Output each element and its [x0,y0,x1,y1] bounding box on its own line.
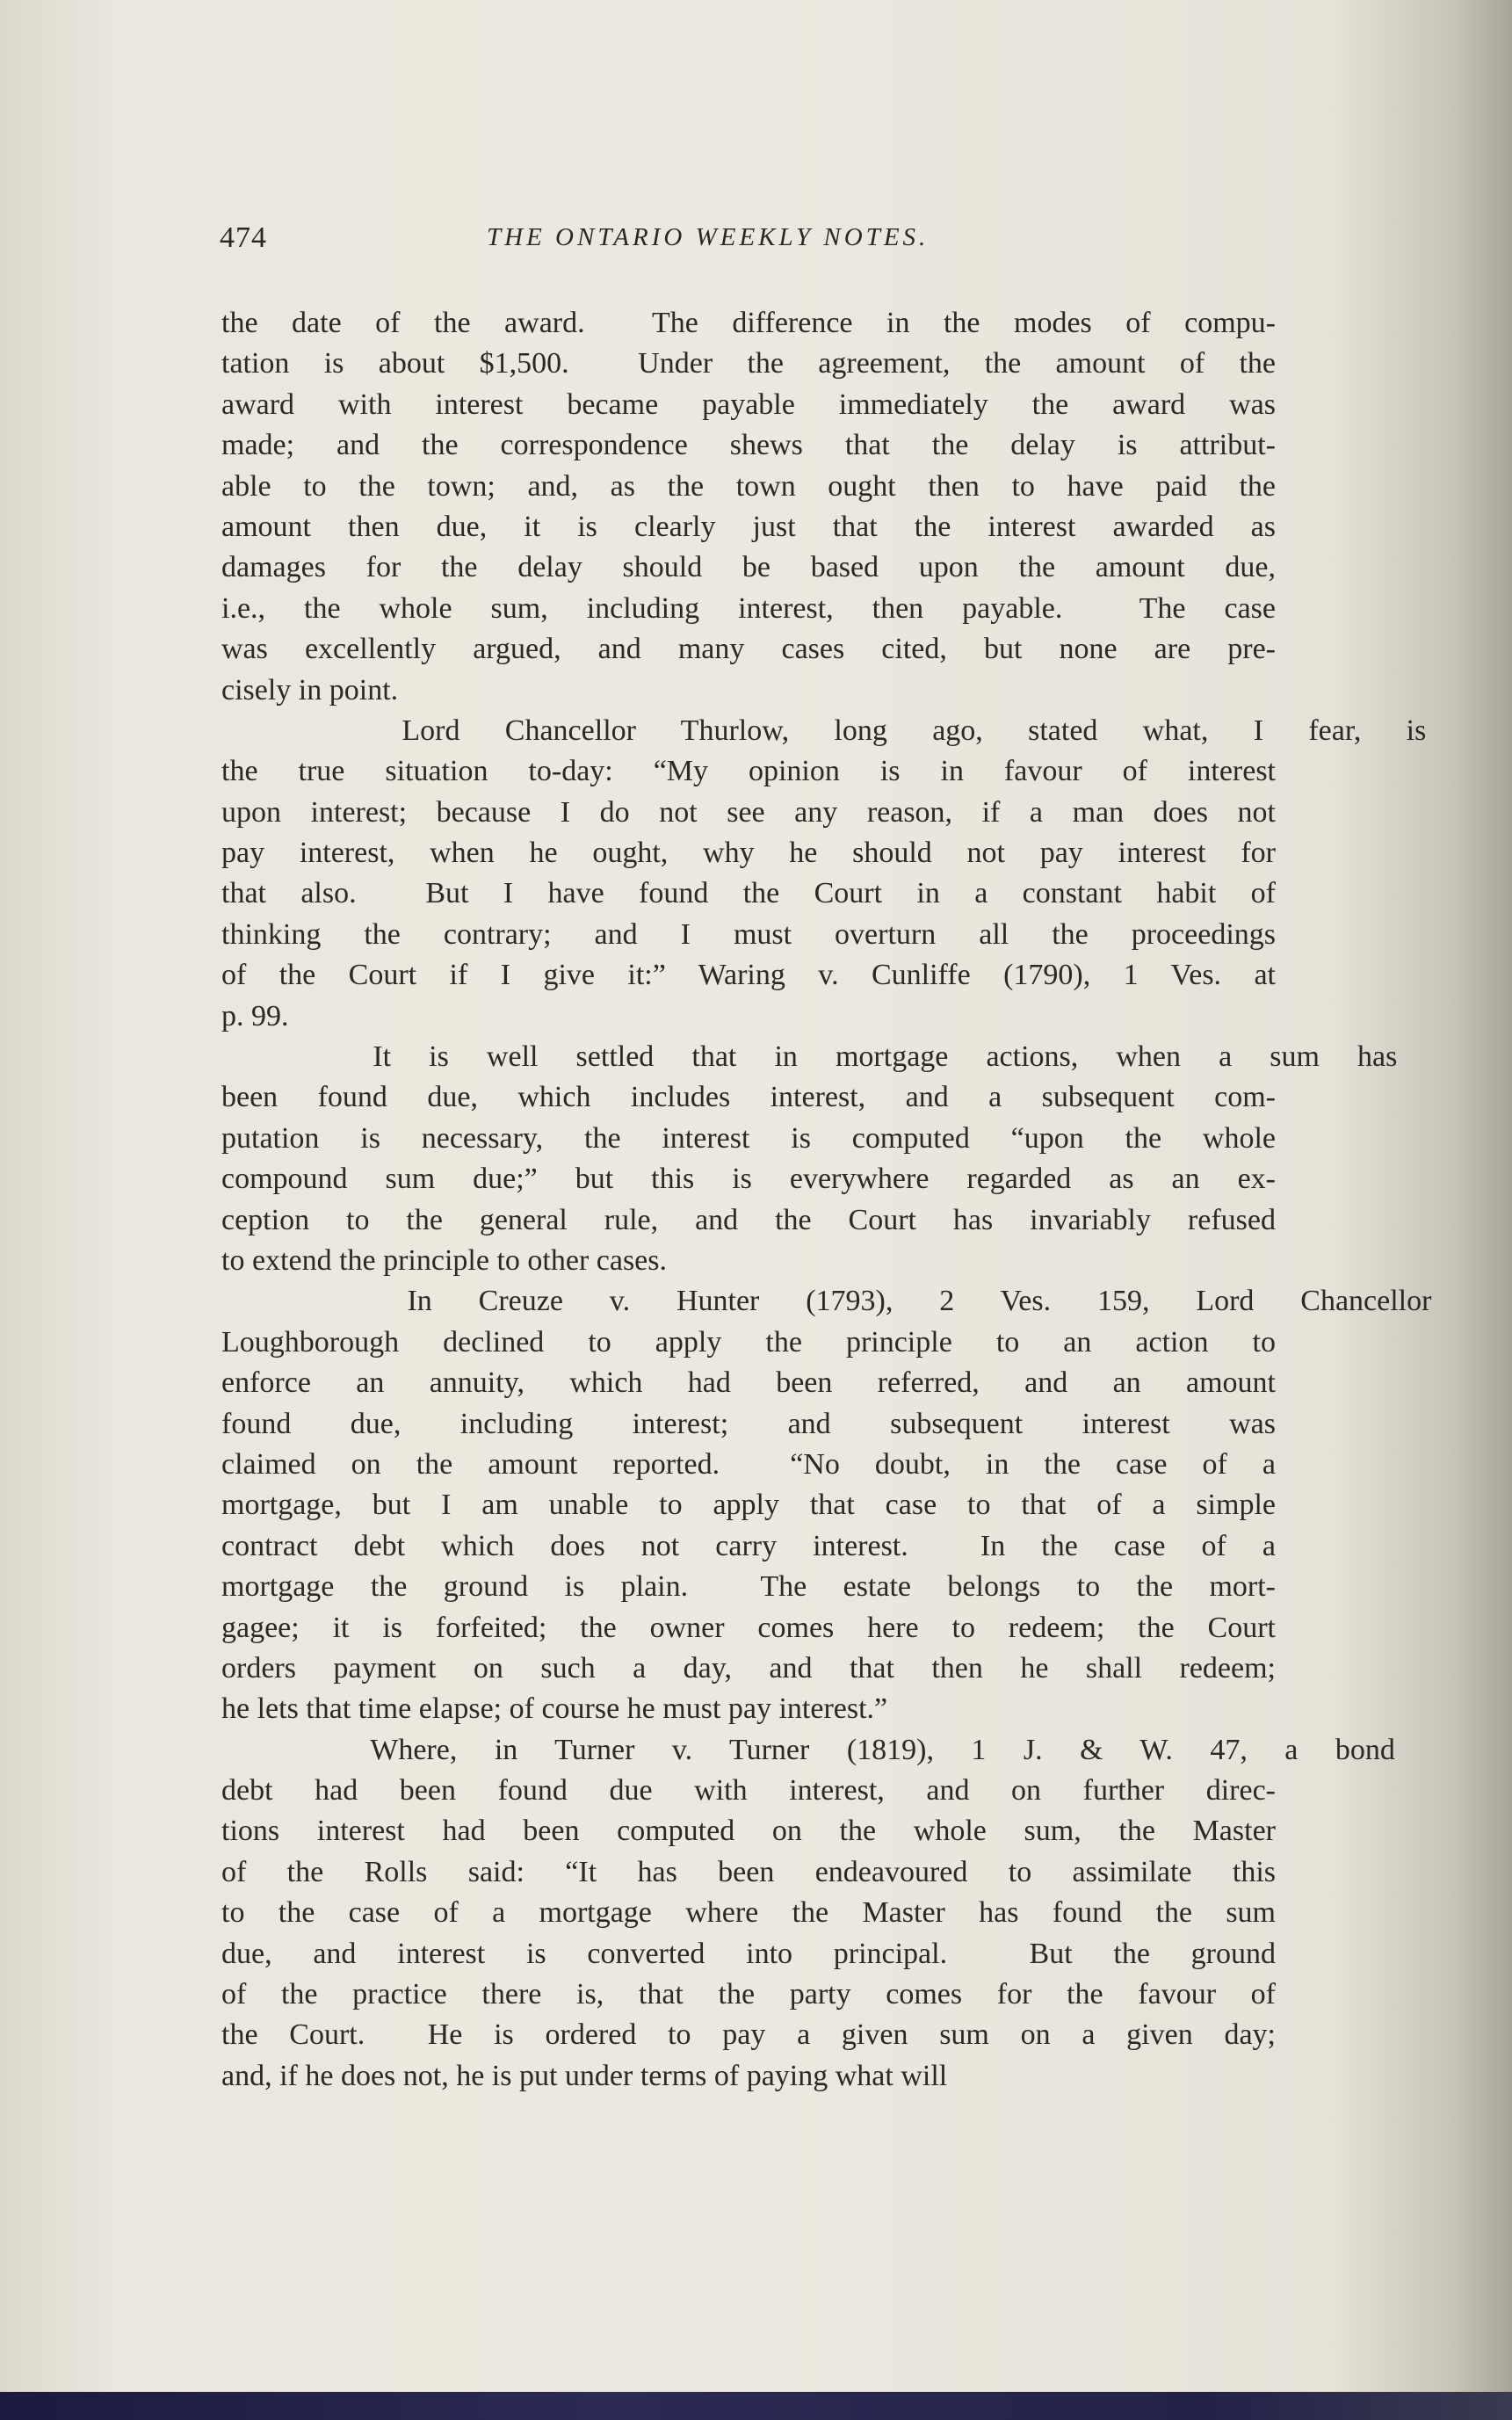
text-line: Loughborough declined to apply the principle to an action to [221,1325,1276,1359]
paragraph [221,1730,1395,2098]
text-line: claimed on the amount reported. “No doubt, in the case of a [221,1447,1276,1481]
text-line: the Court. He is ordered to pay a given sum on a given day; [221,2018,1276,2052]
text-line: been found due, which includes interest, and a subsequent com- [221,1081,1276,1114]
text-line: putation is necessary, the interest is computed “upon the whole [221,1121,1276,1155]
text-line: compound sum due;” but this is everywhere regarded as an ex- [221,1163,1276,1196]
text-line: mortgage the ground is plain. The estate belongs to the mort- [221,1570,1276,1604]
text-line: of the Rolls said: “It has been endeavoured to assimilate this [221,1855,1276,1888]
text-line: mortgage, but I am unable to apply that case to that of a simple [221,1489,1276,1522]
page-body [221,303,1432,2097]
text-line: of the practice there is, that the party comes for the favour of [221,1978,1276,2011]
text-line: debt had been found due with interest, and on further direc- [221,1774,1276,1808]
text-line: the date of the award. The difference in the modes of compu- [221,307,1276,339]
text-line: ception to the general rule, and the Court has invariably refused [221,1203,1276,1236]
text-line: Where, in Turner v. Turner (1819), 1 J. & W. 47, a bond [221,1733,1395,1766]
text-line: amount then due, it is clearly just that the interest awarded as [221,510,1276,543]
paragraph [221,1037,1398,1281]
text-line: award with interest became payable immediately the award was [221,388,1276,421]
text-line: orders payment on such a day, and that then he shall redeem; [221,1651,1276,1685]
page-number: 474 [220,221,267,254]
scan-edge [0,2392,1512,2420]
text-line: to the case of a mortgage where the Master has found the sum [221,1896,1276,1930]
text-line: pay interest, when he ought, why he should not pay interest for [221,837,1276,870]
text-line: of the Court if I give it:” Waring v. Cunliffe (1790), 1 Ves. at [221,959,1276,992]
text-line: upon interest; because I do not see any reason, if a man does not [221,795,1276,829]
text-line: gagee; it is forfeited; the owner comes here to redeem; the Court [221,1611,1276,1644]
text-line: In Creuze v. Hunter (1793), 2 Ves. 159, Lord Chancellor [221,1285,1432,1318]
text-line: thinking the contrary; and I must overturn all the proceedings [221,917,1276,951]
text-line: made; and the correspondence shews that the delay is attribut- [221,429,1276,462]
paragraph [221,303,1276,711]
text-line: was excellently argued, and many cases cited, but none are pre- [221,633,1276,666]
text-line: Lord Chancellor Thurlow, long ago, stated what, I fear, is [221,714,1427,747]
text-line: he lets that time elapse; of course he must pay interest.” [221,1692,888,1726]
text-line: and, if he does not, he is put under terms of paying what will [221,2059,948,2092]
text-line: contract debt which does not carry interest. In the case of a [221,1529,1276,1562]
paragraph [221,1281,1432,1729]
text-line: able to the town; and, as the town ought then to have paid the [221,469,1276,503]
text-line: found due, including interest; and subsequent interest was [221,1407,1276,1440]
text-line: that also. But I have found the Court in a constant habit of [221,877,1276,910]
text-line: It is well settled that in mortgage actions, when a sum has [221,1040,1398,1074]
text-line: the true situation to-day: “My opinion is in favour of interest [221,755,1276,788]
text-line: due, and interest is converted into principal. But the ground [221,1937,1276,1970]
text-line: i.e., the whole sum, including interest, then payable. The case [221,591,1276,625]
text-line: p. 99. [221,999,289,1032]
text-line: tation is about $1,500. Under the agreement, the amount of the [221,347,1276,380]
page-header [220,221,1256,265]
running-title: THE ONTARIO WEEKLY NOTES. [487,223,930,251]
text-line: damages for the delay should be based upon the amount due, [221,551,1276,584]
text-line: enforce an annuity, which had been referred, and an amount [221,1366,1276,1400]
text-line: tions interest had been computed on the whole sum, the Master [221,1815,1276,1848]
text-line: cisely in point. [221,673,399,706]
text-line: to extend the principle to other cases. [221,1243,667,1277]
paragraph [221,711,1427,1037]
